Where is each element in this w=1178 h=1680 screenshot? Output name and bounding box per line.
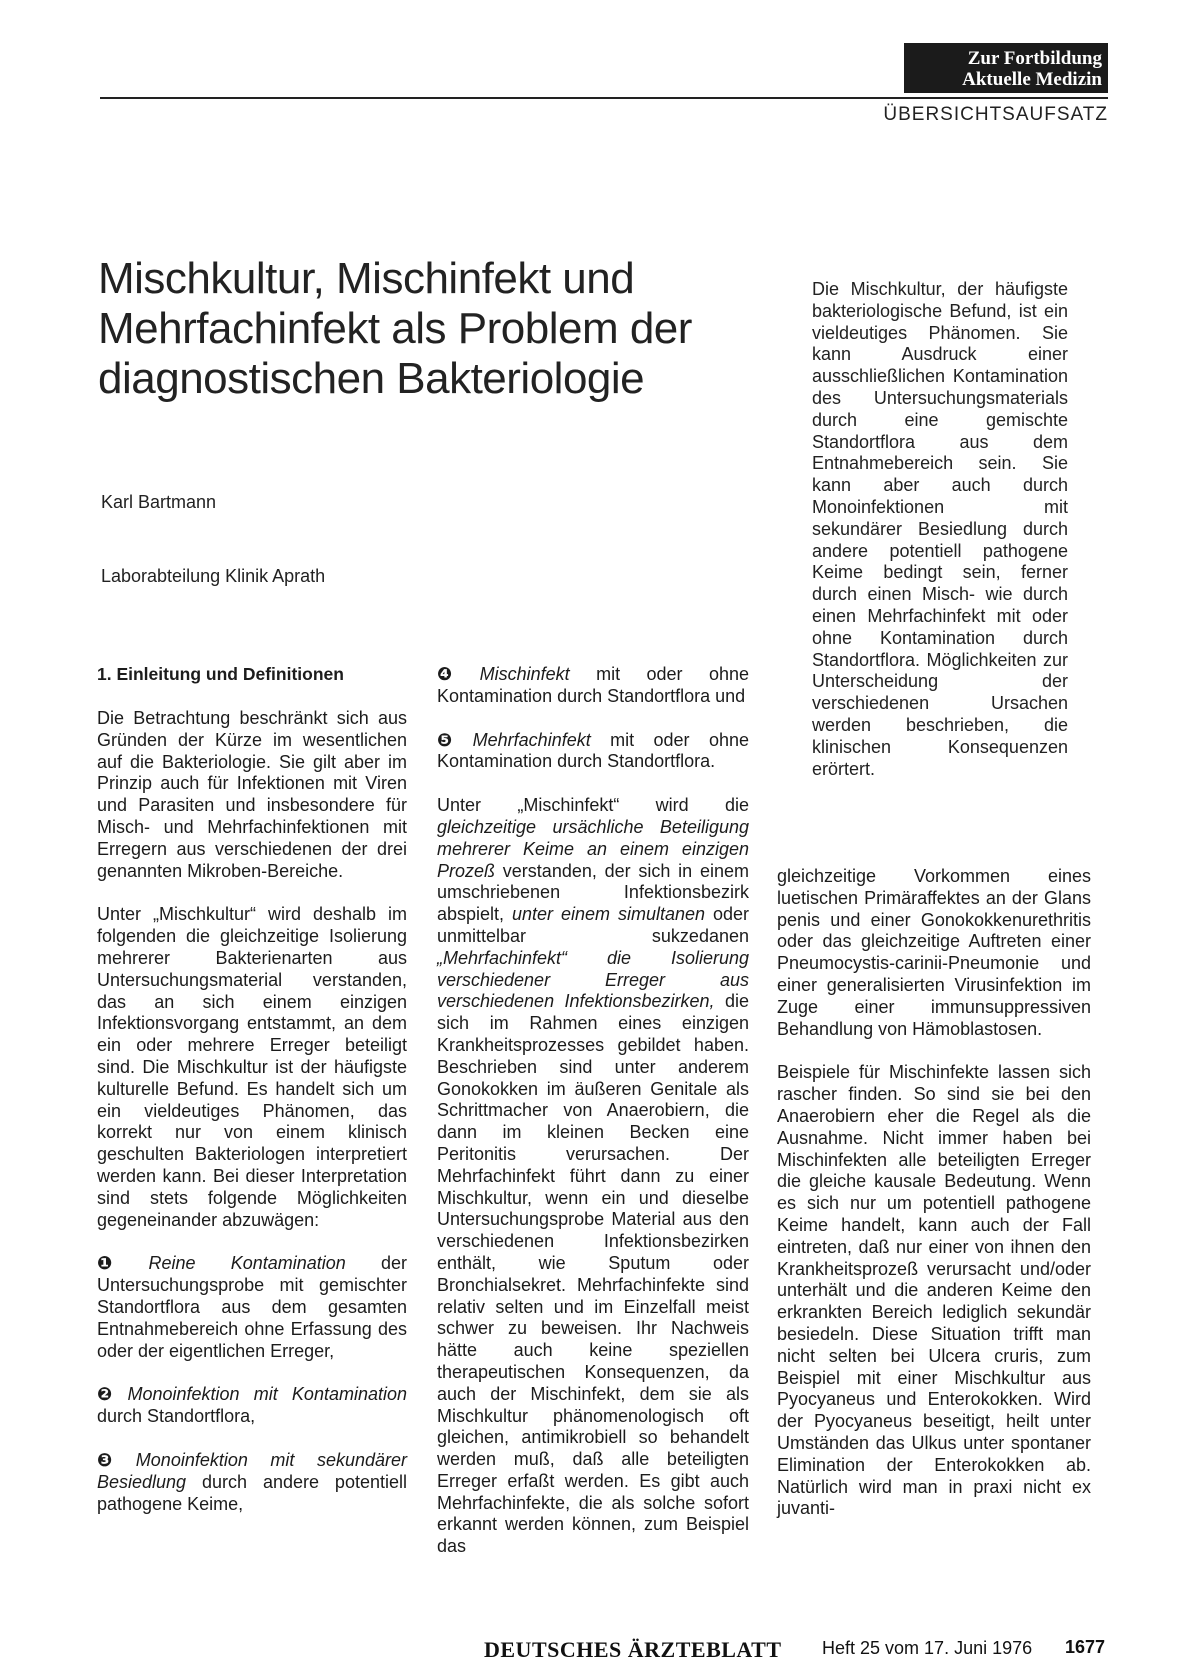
number-marker-3: ❸ [97, 1449, 130, 1470]
issue-info: Heft 25 vom 17. Juni 1976 [822, 1638, 1033, 1658]
column-3 [777, 866, 1091, 1542]
list-item: ❷ Monoinfektion mit Kontamination durch Standortflora, [97, 1384, 407, 1427]
section-heading: 1. Einleitung und Definitionen [97, 664, 344, 684]
number-marker-4: ❹ [437, 664, 474, 684]
list-item: ❹ Mischinfekt mit oder ohne Kontamination durch Standortflora und [437, 664, 749, 706]
number-marker-1: ❶ [97, 1253, 143, 1274]
paragraph: Beispiele für Mischinfekte lassen sich rascher finden. So sind sie bei den Anaerobiern eher die Regel als die Ausnahme. Nicht immer haben bei Mischinfekten alle beteiligten Erreger die gleiche kausale Bedeutung. Wenn es sich nur um potentiell pathogene Keime handelt, kann auch der Fall eintreten, daß nur einer von ihnen den Krankheitsprozeß verursacht und/oder unterhält und die anderen Keime den erkrankten Bereich lediglich sekundär besiedeln. Diese Situation trifft man nicht selten bei Ulcera cruris, zum Beispiel mit einer Mischkultur aus Pyocyaneus und Enterokokken. Wird der Pyocyaneus beseitigt, heilt unter Umständen das Ulkus unter spontaner Elimination der Enterokokken ab. Natürlich wird man in praxi nicht ex juvanti- [777, 1062, 1091, 1519]
column-2 [437, 664, 749, 1580]
paragraph: Die Betrachtung beschränkt sich aus Gründen der Kürze im wesentlichen auf die Bakteriologie. Sie gilt aber im Prinzip auch für Infektionen mit Viren und Parasiten und insbesondere für Misch- und Mehrfachinfektionen mit Erregern aus verschiedenen der drei genannten Mikroben-Bereiche. [97, 708, 407, 881]
paragraph: Unter „Mischinfekt“ wird die gleichzeitige ursächliche Beteiligung mehrerer Keime an einem einzigen Prozeß verstanden, der sich in einem umschriebenen Infektionsbezirk abspielt, unter einem simultanen oder unmittelbar sukzedanen „Mehrfachinfekt“ die Isolierung verschiedener Erreger aus verschiedenen Infektionsbezirken, die sich im Rahmen eines einzigen Krankheitsprozesses gebildet haben. Beschrieben sind unter anderem Gonokokken im äußeren Genitale als Schrittmacher von Anaerobiern, die dann im kleinen Becken eine Peritonitis verursachen. Der Mehrfachinfekt führt dann zu einer Mischkultur, wenn ein und dieselbe Untersuchungsprobe Material aus den verschiedenen Infektionsbezirken enthält, wie Sputum oder Bronchialsekret. Mehrfachinfekte sind relativ selten und im Einzelfall meist schwer zu beweisen. Ihr Nachweis hätte auch keine speziellen therapeutischen Konsequenzen, da auch der Mischinfekt, dem sie als Mischkultur phänomenologisch oft gleichen, antimikrobiell so behandelt werden muß, daß alle beteiligten Erreger erfaßt werden. Es gibt auch Mehrfachinfekte, die als solche sofort erkannt werden können, zum Beispiel das [437, 795, 749, 1557]
rubric-badge [904, 43, 1108, 93]
page-number: 1677 [1065, 1637, 1106, 1657]
paragraph: Unter „Mischkultur“ wird deshalb im folgenden die gleichzeitige Isolierung mehrerer Bakterienarten aus Untersuchungsmaterial verstanden, das an sich einem einzigen Infektionsvorgang entstammt, an dem ein oder mehrere Erreger beteiligt sind. Die Mischkultur ist der häufigste kulturelle Befund. Es handelt sich um ein vieldeutiges Phänomen, das korrekt nur von einem klinisch geschulten Bakteriologen interpretiert werden kann. Bei dieser Interpretation sind stets folgende Möglichkeiten gegeneinander abzuwägen: [97, 904, 407, 1230]
section-label: ÜBERSICHTSAUFSATZ [883, 104, 1108, 125]
list-item: ❶ Reine Kontamination der Untersuchungsprobe mit gemischter Standortflora aus dem gesamten Entnahmebereich ohne Erfassung des oder der eigentlichen Erreger, [97, 1253, 407, 1361]
author-name: Karl Bartmann [101, 492, 217, 512]
paragraph: gleichzeitige Vorkommen eines luetischen Primäraffektes an der Glans penis und einer Gonokokkenurethritis oder das gleichzeitige Auftreten einer Pneumocystis-carinii-Pneumonie und einer generalisierten Virusinfektion im Zuge einer immunsuppressiven Behandlung von Hämoblastosen. [777, 866, 1091, 1039]
number-marker-5: ❺ [437, 729, 467, 750]
abstract: Die Mischkultur, der häufigste bakteriologische Befund, ist ein vieldeutiges Phänomen. Sie kann Ausdruck einer ausschließlichen Kontamination des Untersuchungsmaterials durch eine gemischte Standortflora aus dem Entnahmebereich sein. Sie kann aber auch durch Monoinfektionen mit sekundärer Besiedlung durch andere potentiell pathogene Keime bedingt sein, ferner durch einen Misch- wie durch einen Mehrfachinfekt mit oder ohne Kontamination durch Standortflora. Möglichkeiten zur Unterscheidung der verschiedenen Ursachen werden beschrieben, die klinischen Konsequenzen erörtert. [812, 279, 1068, 779]
list-item: ❸ Monoinfektion mit sekundärer Besiedlung durch andere potentiell pathogene Keime, [97, 1449, 407, 1514]
header-rule [100, 97, 1108, 99]
column-1 [97, 664, 407, 1537]
article-title: Mischkultur, Mischinfekt und Mehrfachinfekt als Problem der diagnostischen Bakteriologie [98, 254, 692, 403]
list-item: ❺ Mehrfachinfekt mit oder ohne Kontamination durch Standortflora. [437, 729, 749, 772]
author-affiliation: Laborabteilung Klinik Aprath [101, 566, 326, 586]
badge-line-1: Zur Fortbildung [967, 48, 1102, 69]
journal-name: DEUTSCHES ÄRZTEBLATT [484, 1637, 782, 1662]
number-marker-2: ❷ [97, 1384, 122, 1405]
badge-line-2: Aktuelle Medizin [962, 69, 1102, 90]
